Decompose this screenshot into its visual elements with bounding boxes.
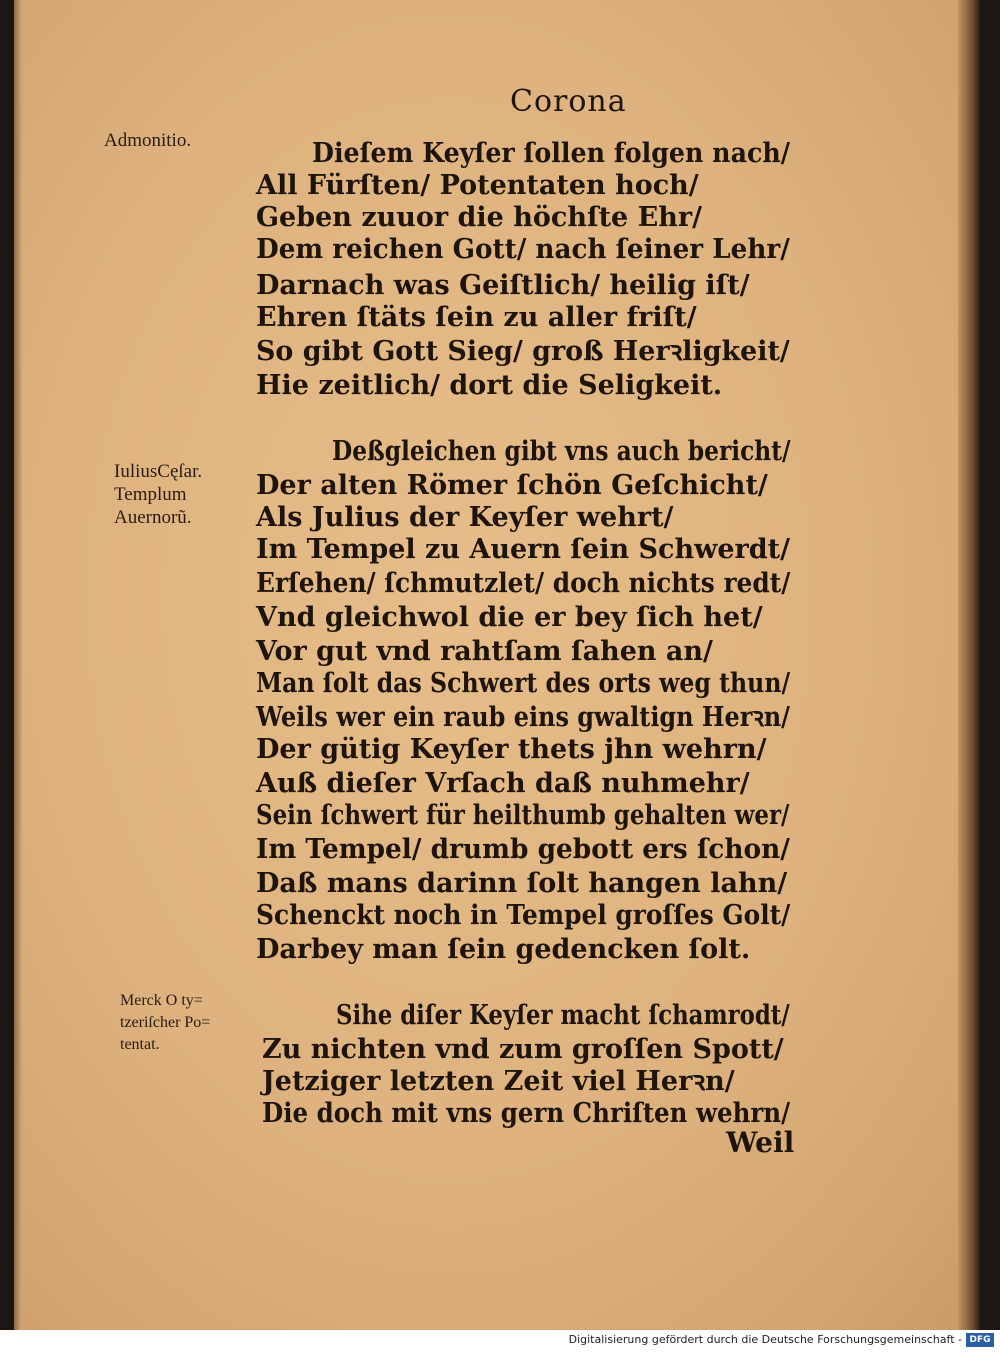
verse-line: Sihe diſer Keyſer macht ſchamrodt/ <box>336 1000 790 1031</box>
marginal-note-julius <box>114 460 202 529</box>
verse-line: Deßgleichen gibt vns auch bericht/ <box>332 436 791 467</box>
footer-bar <box>0 1330 1000 1352</box>
verse-line: Weils wer ein raub eins gwaltign Herꝛn/ <box>256 702 790 733</box>
catchword: Weil <box>726 1126 795 1159</box>
verse-line: Darnach was Geiſtlich/ heilig iſt/ <box>256 270 750 301</box>
verse-line: Geben zuuor die höchſte Ehr/ <box>256 202 702 233</box>
marginal-line: Auernorũ. <box>114 507 192 528</box>
marginal-line: tzeriſcher Po= <box>120 1014 211 1031</box>
marginal-line: Admonitio. <box>104 130 192 151</box>
marginal-note-admonitio <box>104 130 191 152</box>
verse-line: Erſehen/ ſchmutzlet/ doch nichts redt/ <box>256 568 791 599</box>
verse-line: Man ſolt das Schwert des orts weg thun/ <box>256 668 791 699</box>
verse-line: Im Tempel zu Auern ſein Schwerdt/ <box>256 534 790 565</box>
marginal-line: Templum <box>114 484 187 505</box>
marginal-line: tentat. <box>120 1036 160 1053</box>
verse-line: All Fürſten/ Potentaten hoch/ <box>256 170 699 201</box>
dfg-logo: DFG <box>966 1333 994 1347</box>
verse-line: Vnd gleichwol die er bey ſich het/ <box>256 602 763 633</box>
verse-line: Sein ſchwert für heilthumb gehalten wer/ <box>256 800 790 831</box>
running-head: Corona <box>510 84 627 119</box>
verse-line: Auß dieſer Vrſach daß nuhmehr/ <box>256 768 750 799</box>
verse-line: Hie zeitlich/ dort die Seligkeit. <box>256 370 723 401</box>
verse-line: Darbey man ſein gedencken ſolt. <box>256 934 751 965</box>
verse-line: Die doch mit vns gern Chriſten wehrn/ <box>262 1098 791 1129</box>
verse-line: Dieſem Keyſer ſollen folgen nach/ <box>312 138 791 169</box>
funding-notice: Digitalisierung gefördert durch die Deutsche Forschungsgemeinschaft - <box>568 1333 962 1346</box>
marginal-line: Merck O ty= <box>120 992 203 1009</box>
page-right-edge <box>958 0 980 1330</box>
verse-line: Der alten Römer ſchön Geſchicht/ <box>256 470 768 501</box>
page-left-edge <box>14 0 22 1330</box>
verse-line: Vor gut vnd rahtſam ſahen an/ <box>256 636 713 667</box>
verse-line: Dem reichen Gott/ nach ſeiner Lehr/ <box>256 234 790 265</box>
marginal-note-merck <box>120 990 210 1056</box>
verse-line: Als Julius der Keyſer wehrt/ <box>256 502 674 533</box>
verse-line: Der gütig Keyſer thets jhn wehrn/ <box>256 734 767 765</box>
verse-line: So gibt Gott Sieg/ groß Herꝛligkeit/ <box>256 336 790 367</box>
verse-line: Jetziger letzten Zeit viel Herꝛn/ <box>262 1066 735 1097</box>
verse-line: Daß mans darinn ſolt hangen lahn/ <box>256 868 788 899</box>
verse-line: Im Tempel/ drumb gebott ers ſchon/ <box>256 834 790 865</box>
verse-line: Schenckt noch in Tempel groſſes Golt/ <box>256 900 791 931</box>
verse-line: Ehren ſtäts ſein zu aller friſt/ <box>256 302 697 333</box>
verse-line: Zu nichten vnd zum groſſen Spott/ <box>262 1034 784 1065</box>
marginal-line: IuliusCęſar. <box>114 461 203 482</box>
